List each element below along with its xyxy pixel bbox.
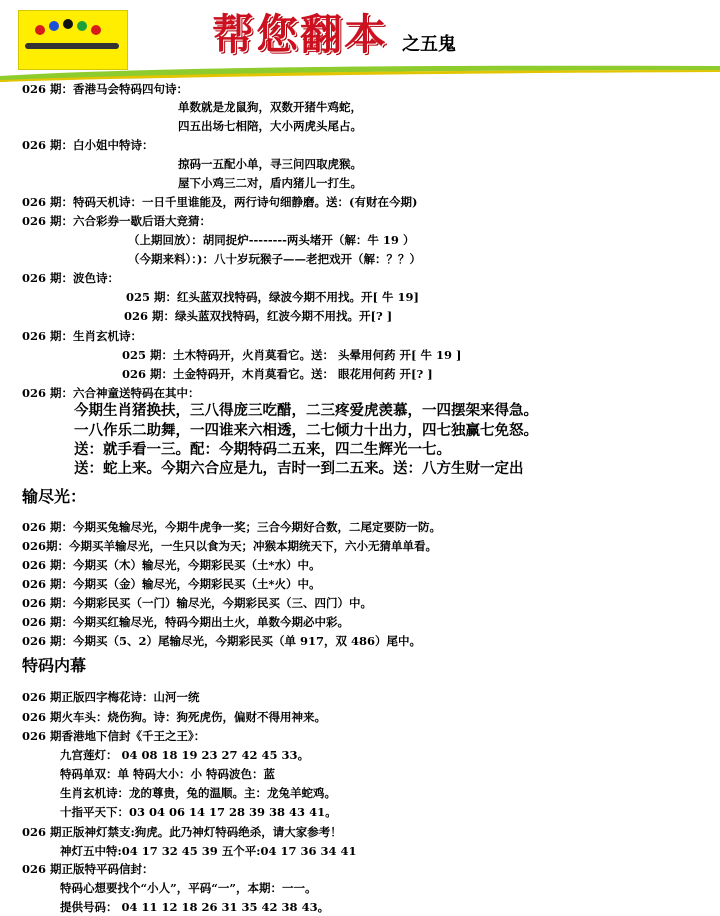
text-line: 026 期：波色诗： bbox=[22, 271, 120, 285]
text-line: 屋下小鸡三二对，盾内猪儿一打生。 bbox=[178, 176, 362, 190]
text-line: 026 期：今期买（木）输尽光，今期彩民买（土*水）中。 bbox=[22, 558, 321, 572]
text-line: 026 期：六合彩券一歇后语大竞猜： bbox=[22, 214, 212, 228]
text-line: 026 期：今期买（5、2）尾输尽光，今期彩民买（单 917，双 486）尾中。 bbox=[22, 634, 422, 648]
header-swoosh bbox=[0, 62, 720, 82]
section-heading-temaneimu: 特码内幕 bbox=[22, 656, 87, 675]
text-line: 026 期：土金特码开，木肖莫看它。送： 眼花用何药 开[? ] bbox=[122, 367, 433, 381]
text-line: 一八作乐二助舞，一四谁来六相透，二七倾力十出力，四七独赢七免怒。 bbox=[74, 422, 538, 439]
text-line: 026 期：绿头蓝双找特码，红波今期不用找。开[? ] bbox=[124, 309, 393, 323]
text-line: 026 期：特码天机诗：一日千里谁能及，两行诗句细静磨。送：(有财在今期) bbox=[22, 195, 418, 209]
text-line: 四五出场七相陪，大小两虎头尾占。 bbox=[178, 119, 362, 133]
text-line: 提供号码： 04 11 12 18 26 31 35 42 38 43。 bbox=[60, 900, 330, 914]
text-line: 026期：今期买羊输尽光，一生只以食为天；冲猴本期统天下，六小无猜单单看。 bbox=[22, 539, 438, 553]
text-line: 025 期：红头蓝双找特码，绿波今期不用找。开[ 牛 19] bbox=[126, 290, 419, 304]
text-line: 送：蛇上来。今期六合应是九，吉时一到二五来。送：八方生财一定出 bbox=[74, 460, 524, 477]
text-line: 生肖玄机诗：龙的尊贵，兔的温顺。主：龙兔羊蛇鸡。 bbox=[60, 786, 336, 800]
text-line: 026 期：今期买兔输尽光，今期牛虎争一奖；三合今期好合数，二尾定要防一防。 bbox=[22, 520, 442, 534]
text-line: 十指平天下：03 04 06 14 17 28 39 38 43 41。 bbox=[60, 805, 337, 819]
text-line: 神灯五中特:04 17 32 45 39 五个平:04 17 36 34 41 bbox=[60, 844, 357, 858]
text-line: 掠码一五配小单，寻三问四取虎猴。 bbox=[178, 157, 362, 171]
text-line: 026 期：生肖玄机诗： bbox=[22, 329, 143, 343]
text-line: 单数就是龙鼠狗，双数开猪牛鸡蛇， bbox=[178, 100, 362, 114]
text-line: 送：就手看一三。配：今期特码二五来，四二生辉光一七。 bbox=[74, 441, 451, 458]
text-line: 026 期正版四字梅花诗：山河一统 bbox=[22, 690, 200, 704]
text-line: 九宫莲灯： 04 08 18 19 23 27 42 45 33。 bbox=[60, 748, 310, 762]
text-line: 026 期火车头：烧伤狗。诗：狗死虎伤，偏财不得用神来。 bbox=[22, 710, 327, 724]
text-line: 026 期：白小姐中特诗： bbox=[22, 138, 154, 152]
text-line: （今期来料）：)：八十岁玩猴子——老把戏开（解：？？） bbox=[128, 252, 421, 266]
text-line: 特码心想要找个“小人”，平码“一”，本期：一一。 bbox=[60, 881, 317, 895]
text-line: 特码单双：单 特码大小：小 特码波色：蓝 bbox=[60, 767, 276, 781]
text-line: 026 期：今期彩民买（一门）输尽光，今期彩民买（三、四门）中。 bbox=[22, 596, 373, 610]
page-subtitle: 之五鬼 bbox=[402, 34, 456, 55]
site-logo bbox=[18, 10, 128, 70]
text-line: 026 期：六合神童送特码在其中： bbox=[22, 386, 200, 400]
text-line: 026 期香港地下信封《千王之王》： bbox=[22, 729, 206, 743]
text-line: 026 期正版神灯禁支:狗虎。此乃神灯特码绝杀，请大家参考！ bbox=[22, 825, 342, 839]
text-line: 025 期：土木特码开，火肖莫看它。送： 头晕用何药 开[ 牛 19 ] bbox=[122, 348, 462, 362]
text-line: 026 期：香港马会特码四句诗： bbox=[22, 82, 189, 96]
page-title: 帮您翻本 bbox=[212, 10, 389, 59]
text-line: 026 期：今期买红输尽光，特码今期出土火，单数今期必中彩。 bbox=[22, 615, 350, 629]
page-header bbox=[0, 0, 720, 82]
text-line: 026 期正版特平码信封： bbox=[22, 862, 154, 876]
text-line: 今期生肖猪换扶，三八得庞三吃醋，二三疼爱虎羡慕，一四摆架来得急。 bbox=[74, 402, 538, 419]
section-heading-shujinguang: 输尽光： bbox=[22, 487, 87, 506]
text-line: （上期回放）：胡同捉炉--------两头堵开（解：牛 19 ） bbox=[128, 233, 415, 247]
text-line: 026 期：今期买（金）输尽光，今期彩民买（土*火）中。 bbox=[22, 577, 321, 591]
